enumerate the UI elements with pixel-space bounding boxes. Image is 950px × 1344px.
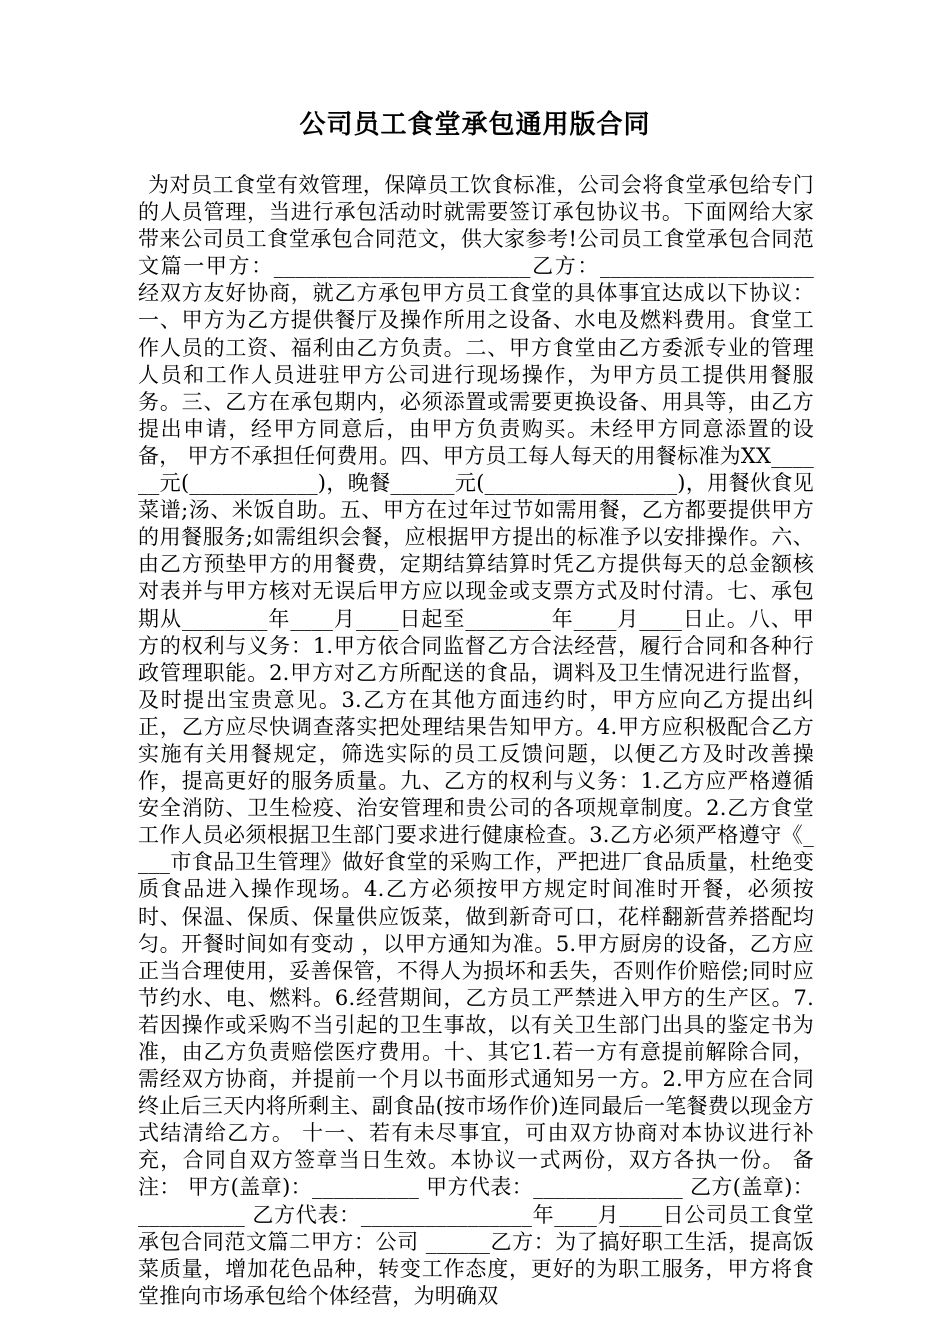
document-body-text: 为对员工食堂有效管理，保障员工饮食标准，公司会将食堂承包给专门的人员管理，当进行承包活动时就需要签订承包协议书。下面网给大家带来公司员工食堂承包合同范文，供大家参考!公司员工食堂承包合同范文篇一甲方：________________________乙方：____________________经双方友好协商，就乙方承包甲方员工食堂的具体事宜达成以下协议：一、甲方为乙方提供餐厅及操作所用之设备、水电及燃料费用。食堂工作人员的工资、福利由乙方负责。二、甲方食堂由乙方委派专业的管理人员和工作人员进驻甲方公司进行现场操作，为甲方员工提供用餐服务。三、乙方在承包期内，必须添置或需要更换设备、用具等，由乙方提出申请，经甲方同意后，由甲方负责购买。未经甲方同意添置的设备， 甲方不承担任何费用。四、甲方员工每人每天的用餐标准为XX______元(____________)，晚餐______元(__________________)，用餐伙食见菜谱;汤、米饭自助。五、甲方在过年过节如需用餐，乙方都要提供甲方的用餐服务;如需组织会餐，应根据甲方提出的标准予以安排操作。六、由乙方预垫甲方的用餐费，定期结算结算时凭乙方提供每天的总金额核对表并与甲方核对无误后甲方应以现金或支票方式及时付清。七、承包期从________年____月____日起至________年____月____日止。八、甲方的权利与义务：1.甲方依合同监督乙方合法经营，履行合同和各种行政管理职能。2.甲方对乙方所配送的食品，调料及卫生情况进行监督，及时提出宝贵意见。3.乙方在其他方面违约时，甲方应向乙方提出纠正，乙方应尽快调查落实把处理结果告知甲方。4.甲方应积极配合乙方实施有关用餐规定，筛选实际的员工反馈问题，以便乙方及时改善操作，提高更好的服务质量。九、乙方的权利与义务：1.乙方应严格遵循安全消防、卫生检疫、治安管理和贵公司的各项规章制度。2.乙方食堂工作人员必须根据卫生部门要求进行健康检查。3.乙方必须严格遵守《____市食品卫生管理》做好食堂的采购工作，严把进厂食品质量，杜绝变质食品进入操作现场。4.乙方必须按甲方规定时间准时开餐，必须按时、保温、保质、保量供应饭菜，做到新奇可口，花样翻新营养搭配均匀。开餐时间如有变动 ，以甲方通知为准。5.甲方厨房的设备，乙方应正当合理使用，妥善保管，不得人为损坏和丢失，否则作价赔偿;同时应节约水、电、燃料。6.经营期间，乙方员工严禁进入甲方的生产区。7.若因操作或采购不当引起的卫生事故，以有关卫生部门出具的鉴定书为准，由乙方负责赔偿医疗费用。十、其它1.若一方有意提前解除合同，需经双方协商，并提前一个月以书面形式通知另一方。2.甲方应在合同终止后三天内将所剩主、副食品(按市场作价)连同最后一笔餐费以现金方式结清给乙方。 十一、若有未尽事宜，可由双方协商对本协议进行补充，合同自双方签章当日生效。本协议一式两份，双方各执一份。 备注： 甲方(盖章)：__________ 甲方代表：______________ 乙方(盖章)：__________ 乙方代表：________________年____月____日公司员工食堂承包合同范文篇二甲方：公司 ______乙方：为了搞好职工生活，提高饭菜质量，增加花色品种，转变工作态度，更好的为职工服务，甲方将食堂推向市场承包给个体经营，为明确双 (138, 173, 814, 1308)
document-title: 公司员工食堂承包通用版合同 (299, 110, 651, 140)
